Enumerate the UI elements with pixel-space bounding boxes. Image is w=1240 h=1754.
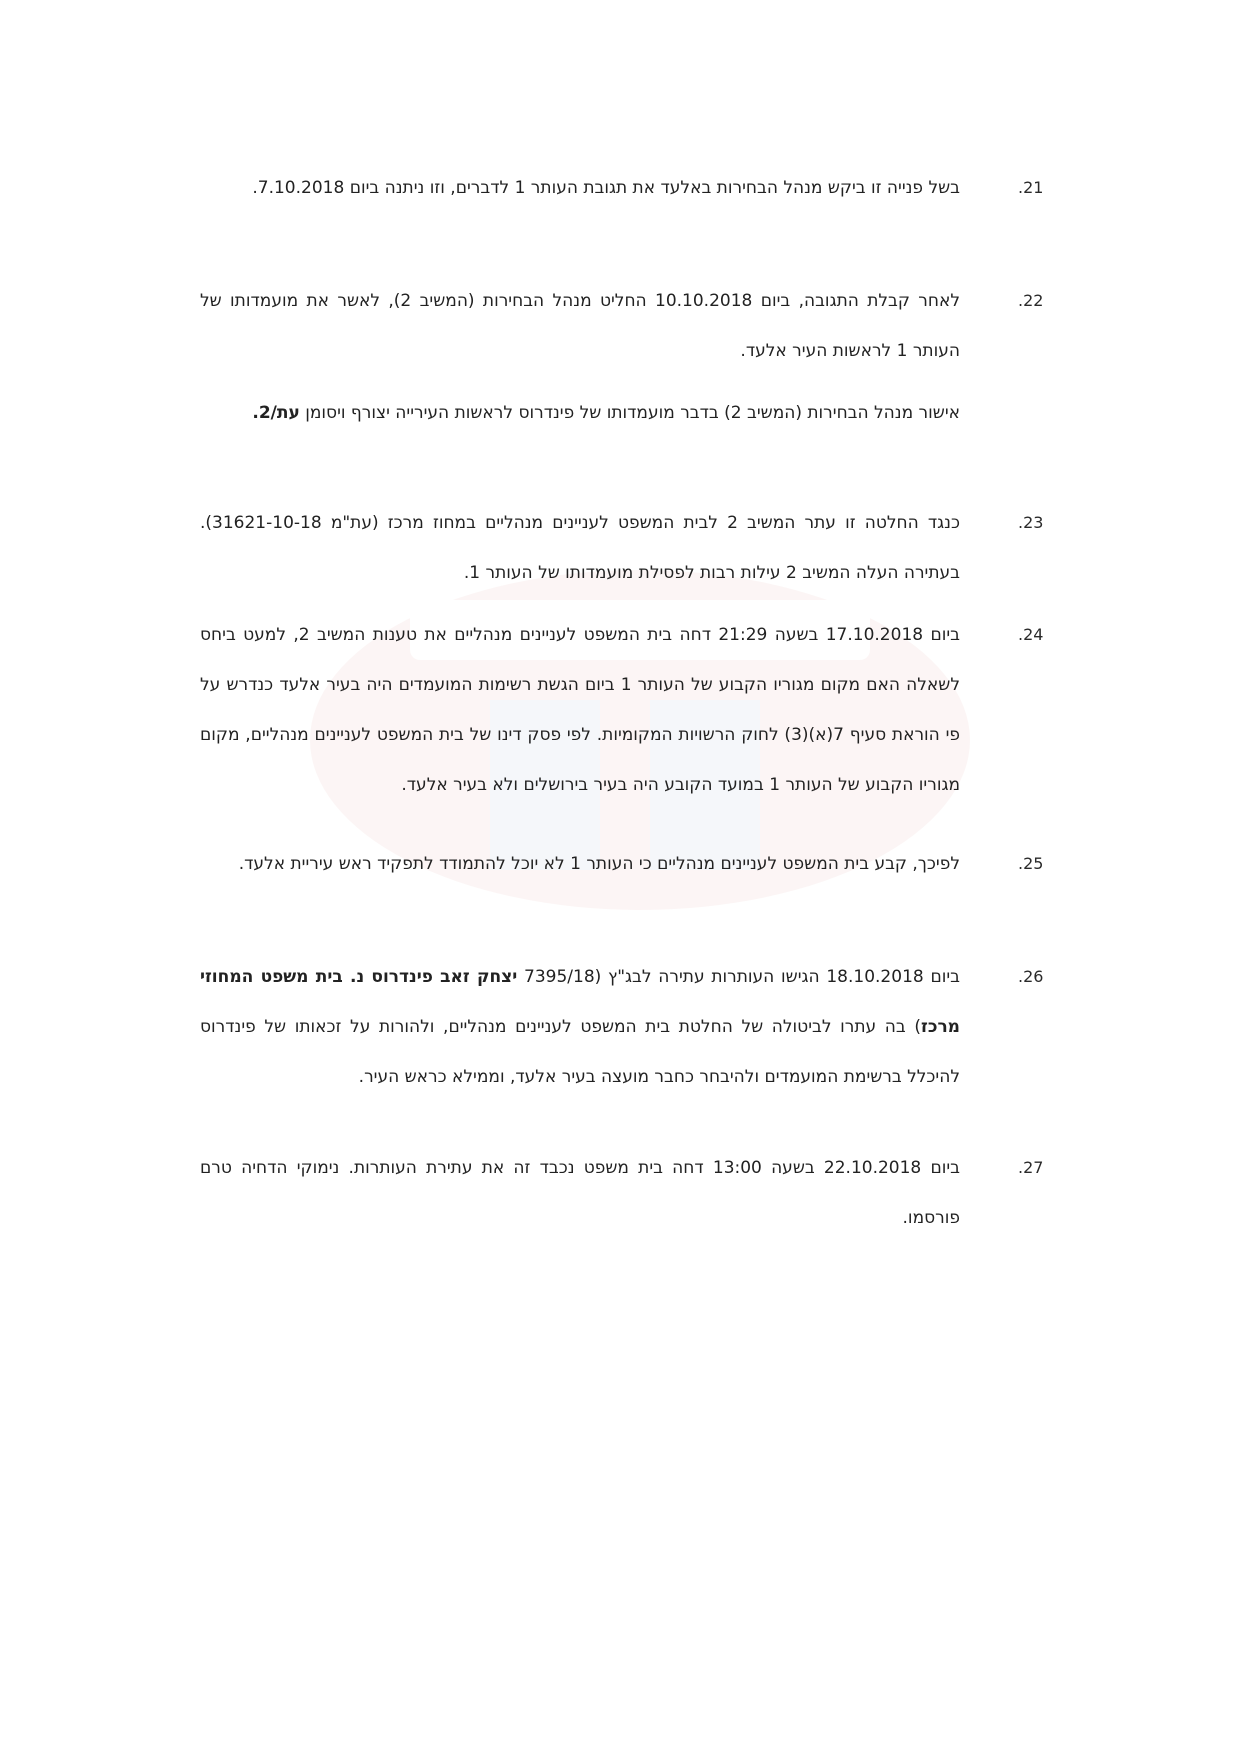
paragraph-text: ביום 22.10.2018 בשעה 13:00 דחה בית משפט נכבד זה את עתירת העותרות. נימוקי הדחיה טרם פורסמו. bbox=[200, 1158, 960, 1228]
paragraph-21 bbox=[200, 163, 1044, 213]
paragraph-number: .24 bbox=[1018, 625, 1044, 644]
paragraph-text: בשל פנייה זו ביקש מנהל הבחירות באלעד את תגובת העותר 1 לדברים, וזו ניתנה ביום 7.10.2018. bbox=[252, 178, 960, 198]
paragraph-25 bbox=[200, 839, 1044, 889]
exhibit-label: עת/2. bbox=[252, 403, 300, 423]
paragraph-number: .23 bbox=[1018, 513, 1044, 532]
paragraph-text: לאחר קבלת התגובה, ביום 10.10.2018 החליט מנהל הבחירות (המשיב 2), לאשר את מועמדותו של העותר 1 לראשות העיר אלעד. bbox=[200, 291, 960, 361]
paragraph-number: .27 bbox=[1018, 1158, 1044, 1177]
paragraph-text: כנגד החלטה זו עתר המשיב 2 לבית המשפט לעניינים מנהליים במחוז מרכז (עת"מ 31621-10-18). בעתירה העלה המשיב 2 עילות רבות לפסילת מועמדותו של העותר 1. bbox=[200, 513, 960, 583]
paragraph-text bbox=[200, 952, 960, 1102]
paragraph-22 bbox=[200, 276, 1044, 376]
paragraph-text: ביום 17.10.2018 בשעה 21:29 דחה בית המשפט לעניינים מנהליים את טענות המשיב 2, למעט ביחס לשאלה האם מקום מגוריו הקבוע של העותר 1 ביום הגשת רשימות המועמדים היה בעיר אלעד כנדרש על פי הוראת סעיף 7(א)(3) לחוק הרשויות המקומיות. לפי פסק דינו של בית המשפט לעניינים מנהליים, מקום מגוריו הקבוע של העותר 1 במועד הקובע היה בעיר בירושלים ולא בעיר אלעד. bbox=[200, 625, 960, 795]
paragraph-text-end: ) בה עתרו לביטולה של החלטת בית המשפט לעניינים מנהליים, ולהורות על זכאותו של פינדרוס להיכלל ברשימת המועמדים ולהיבחר כחבר מועצה בעיר אלעד, וממילא כראש העיר. bbox=[200, 1017, 960, 1087]
paragraph-24 bbox=[200, 610, 1044, 810]
exhibit-note bbox=[200, 388, 960, 438]
paragraph-26 bbox=[200, 952, 1044, 1102]
paragraph-number: .21 bbox=[1018, 178, 1044, 197]
paragraph-number: .26 bbox=[1018, 967, 1044, 986]
paragraph-number: .22 bbox=[1018, 291, 1044, 310]
paragraph-27 bbox=[200, 1143, 1044, 1243]
paragraph-number: .25 bbox=[1018, 854, 1044, 873]
case-name: יצחק זאב פינדרוס נ. בית משפט המחוזי מרכז bbox=[200, 967, 960, 1037]
paragraph-text-start: ביום 18.10.2018 הגישו העותרות עתירה לבג"ץ (7395/18 bbox=[517, 967, 960, 987]
paragraph-23 bbox=[200, 498, 1044, 598]
exhibit-note-text: אישור מנהל הבחירות (המשיב 2) בדבר מועמדותו של פינדרוס לראשות העירייה יצורף ויסומן bbox=[299, 403, 960, 423]
paragraph-text: לפיכך, קבע בית המשפט לעניינים מנהליים כי העותר 1 לא יוכל להתמודד לתפקיד ראש עיריית אלעד. bbox=[238, 854, 960, 874]
